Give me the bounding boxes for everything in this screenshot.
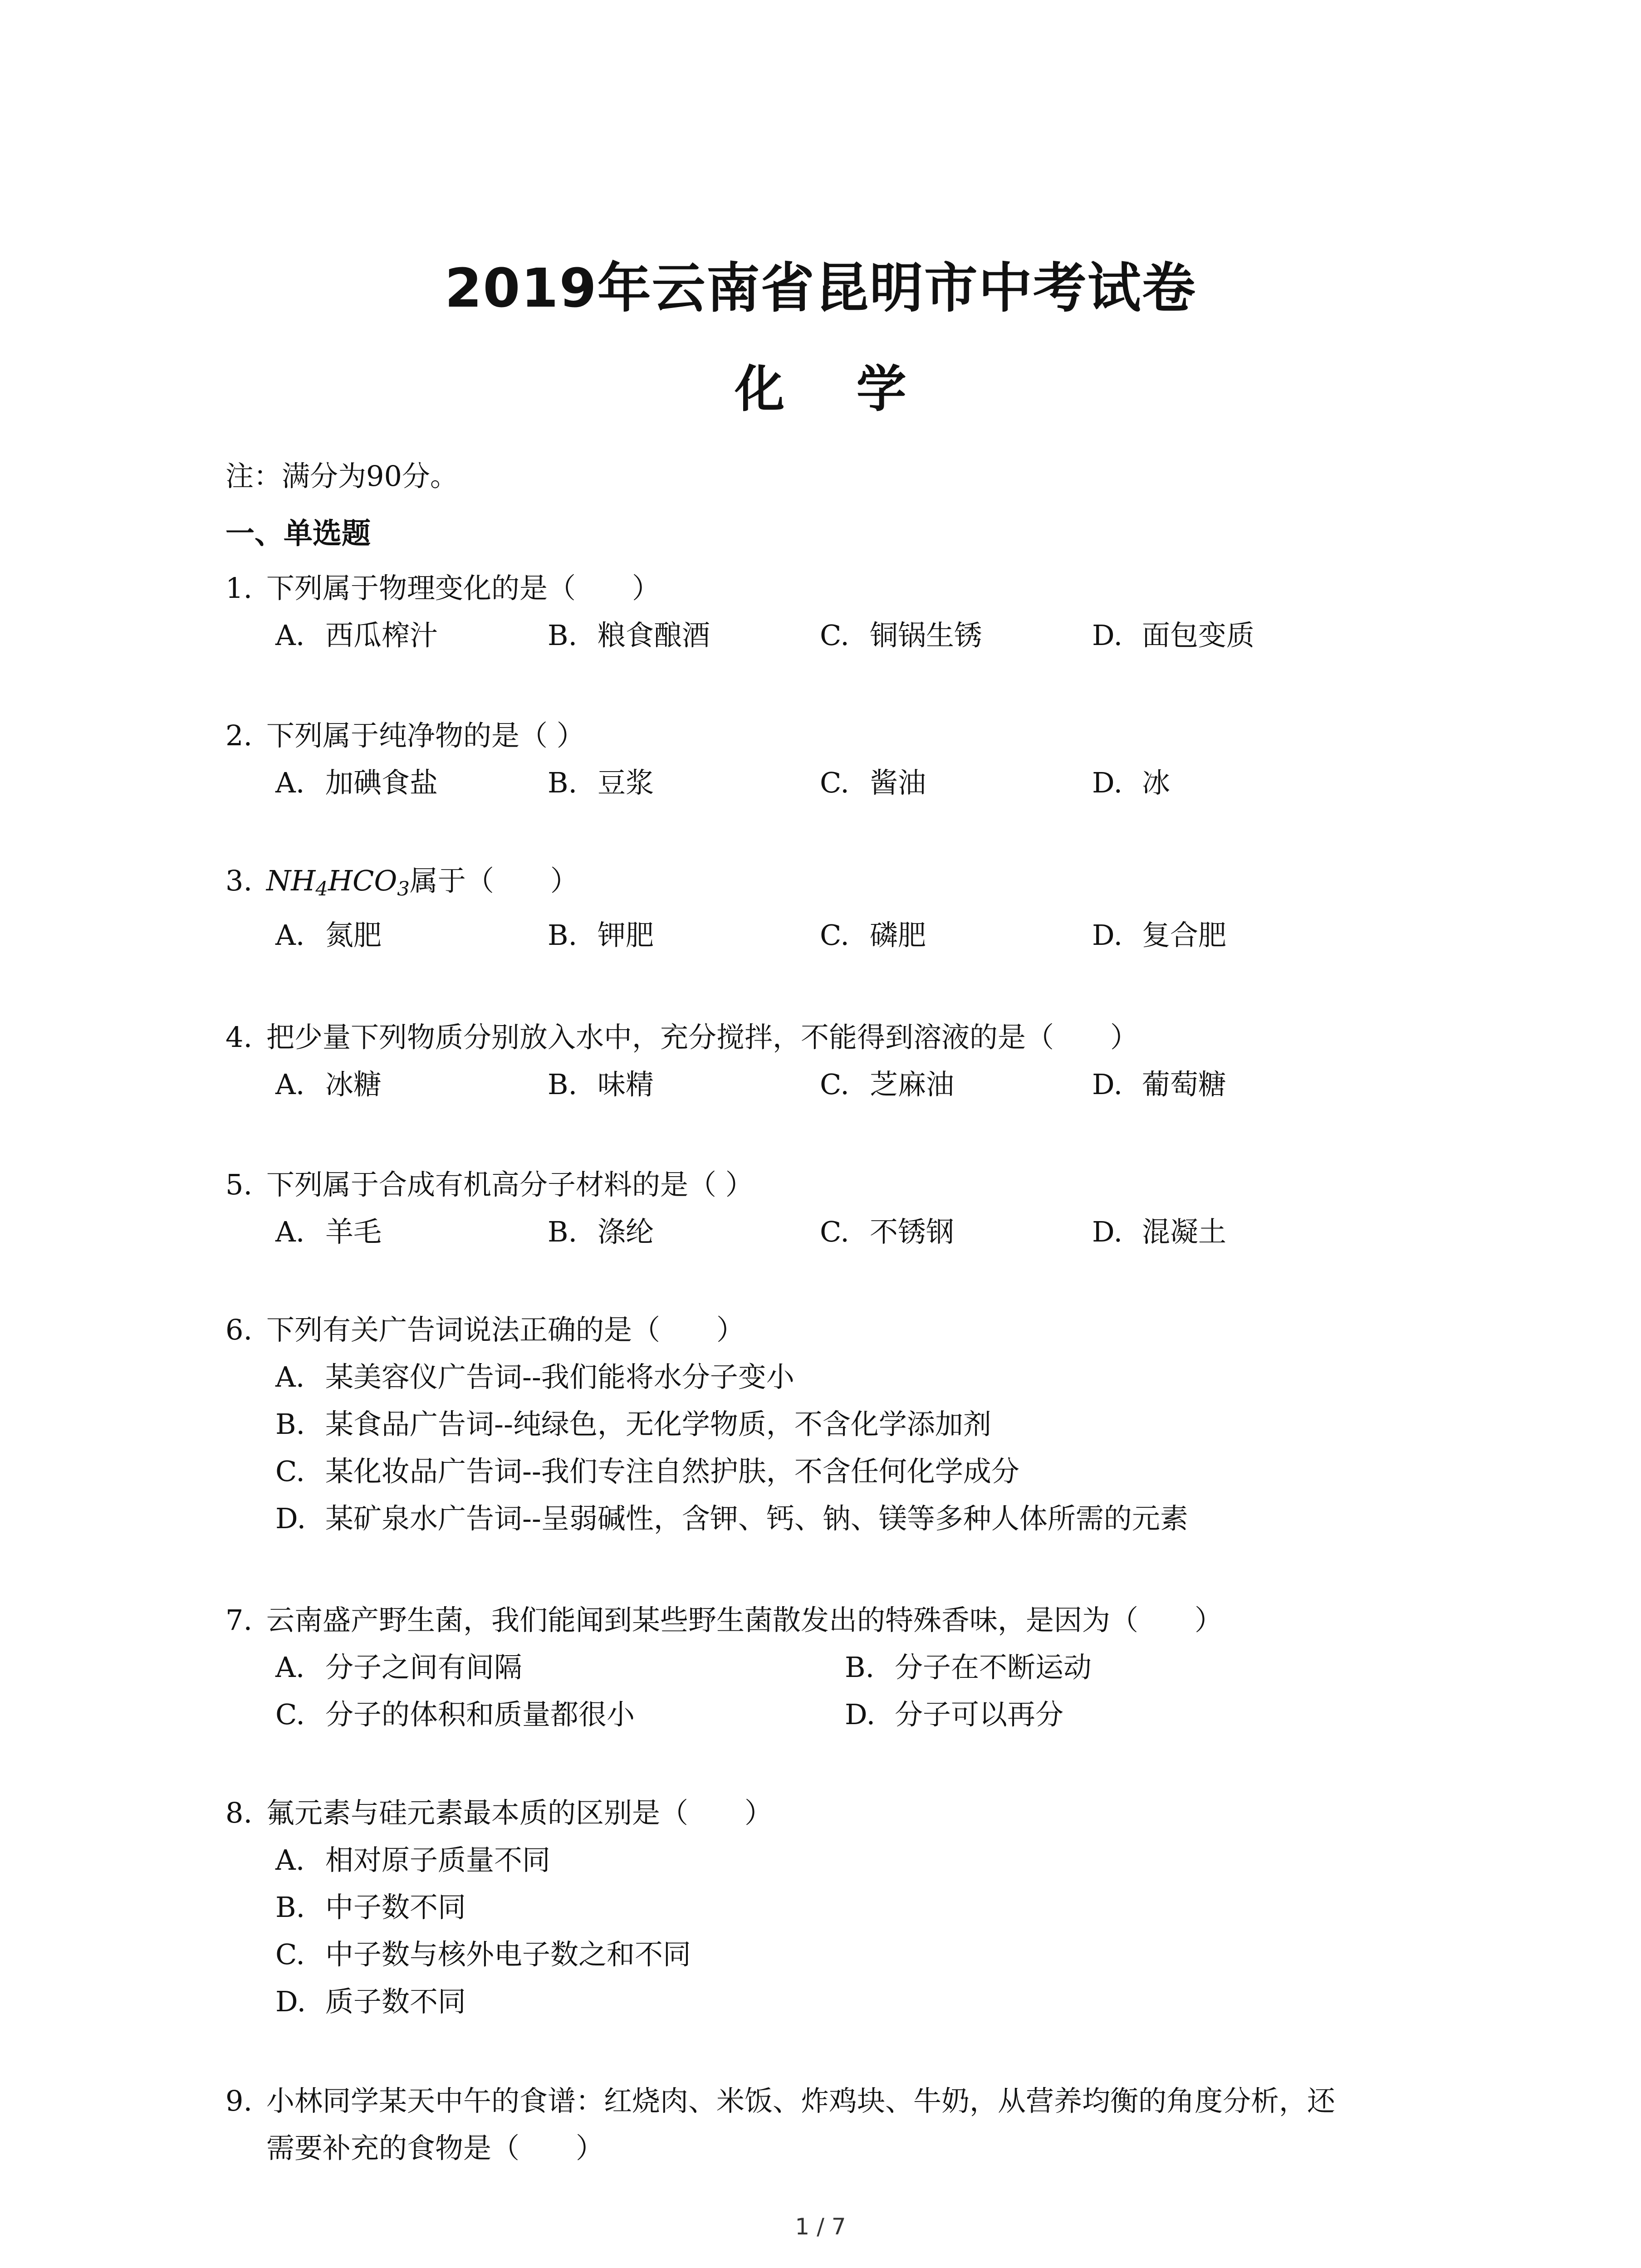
option-label: D. [1092,919,1123,952]
question-8 [225,1789,1450,2018]
option-a[interactable] [275,912,382,959]
section-heading: 一、单选题 [225,517,371,551]
question-text: 属于（ ） [409,864,578,897]
question-stem [225,1306,1450,1354]
option-label: D. [1092,1068,1123,1101]
option-text: 味精 [598,1068,654,1101]
option-text: 某化妆品广告词--我们专注自然护肤，不含任何化学成分 [325,1455,1019,1488]
option-b[interactable] [275,1401,991,1448]
option-text: 涤纶 [598,1215,654,1248]
question-stem [225,1789,1450,1837]
option-label: A. [275,1843,305,1877]
option-text: 中子数与核外电子数之和不同 [325,1938,691,1971]
option-c[interactable] [820,759,926,807]
option-text: 冰 [1142,766,1171,799]
question-number: 8. [225,1796,253,1829]
question-stem [225,2077,1450,2125]
option-text: 钾肥 [598,919,654,952]
option-label: B. [275,1891,305,1924]
option-label: B. [548,1068,578,1101]
option-d[interactable] [275,1495,1188,1542]
question-1 [225,565,1450,652]
option-label: A. [275,1651,305,1684]
option-label: D. [275,1502,306,1535]
option-label: A. [275,1068,305,1101]
question-number: 2. [225,719,253,752]
question-number: 5. [225,1168,253,1201]
option-text: 面包变质 [1142,619,1255,652]
option-label: C. [275,1455,305,1488]
question-text: 下列属于纯净物的是（ ） [266,719,585,752]
option-text: 分子的体积和质量都很小 [325,1698,635,1731]
option-label: C. [275,1938,305,1971]
option-label: D. [1092,766,1123,799]
option-a[interactable] [275,1837,550,1884]
option-c[interactable] [820,1208,954,1256]
option-label: C. [820,619,849,652]
option-b[interactable] [548,612,710,659]
option-b[interactable] [548,1061,654,1108]
option-b[interactable] [548,1208,654,1256]
option-label: A. [275,1360,305,1393]
option-text: 分子可以再分 [895,1698,1064,1731]
question-stem-continued: 需要补充的食物是（ ） [266,2131,604,2165]
option-a[interactable] [275,1644,522,1691]
option-text: 加碘食盐 [325,766,438,799]
option-c[interactable] [275,1931,691,1978]
option-label: C. [820,919,849,952]
question-text: 下列有关广告词说法正确的是（ ） [266,1313,745,1346]
question-number: 7. [225,1603,253,1637]
option-a[interactable] [275,759,438,807]
option-text: 粮食酿酒 [598,619,710,652]
option-label: A. [275,919,305,952]
option-d[interactable] [275,1978,466,2025]
option-b[interactable] [845,1644,1092,1691]
option-text: 酱油 [870,766,926,799]
question-stem [225,857,1450,913]
option-d[interactable] [1092,759,1170,807]
option-label: C. [275,1698,305,1731]
option-b[interactable] [275,1884,466,1931]
question-stem [225,1014,1450,1061]
option-d[interactable] [845,1691,1063,1738]
option-label: B. [845,1651,875,1684]
option-text: 羊毛 [325,1215,382,1248]
question-stem [225,712,1450,759]
option-text: 混凝土 [1142,1215,1227,1248]
option-label: B. [548,619,578,652]
question-2 [225,712,1450,799]
question-number: 1. [225,572,253,605]
option-label: B. [548,1215,578,1248]
option-d[interactable] [1092,612,1254,659]
option-d[interactable] [1092,1208,1226,1256]
option-c[interactable] [820,912,926,959]
score-note: 注：满分为90分。 [225,459,458,493]
option-text: 相对原子质量不同 [325,1843,551,1877]
question-number: 4. [225,1021,253,1054]
option-b[interactable] [548,912,654,959]
subject-title: 化 学 [735,360,934,418]
question-text: 小林同学某天中午的食谱：红烧肉、米饭、炸鸡块、牛奶，从营养均衡的角度分析，还 [266,2084,1336,2117]
question-text: 氟元素与硅元素最本质的区别是（ ） [266,1796,773,1829]
option-text: 分子在不断运动 [895,1651,1092,1684]
question-text: 下列属于物理变化的是（ ） [266,572,661,605]
question-3 [225,857,1450,952]
option-label: D. [275,1985,306,2018]
option-a[interactable] [275,1061,382,1108]
option-label: D. [845,1698,876,1731]
option-text: 复合肥 [1142,919,1227,952]
question-9 [225,2077,1450,2172]
option-label: A. [275,619,305,652]
option-text: 不锈钢 [870,1215,955,1248]
page-number: 1 / 7 [795,2214,846,2240]
question-4 [225,1014,1450,1101]
option-text: 某美容仪广告词--我们能将水分子变小 [325,1360,794,1393]
question-6 [225,1306,1450,1535]
question-stem [225,565,1450,612]
option-a[interactable] [275,1208,382,1256]
question-stem [225,1597,1450,1644]
option-text: 质子数不同 [325,1985,466,2018]
option-a[interactable] [275,1354,794,1401]
option-text: 氮肥 [325,919,382,952]
option-label: A. [275,1215,305,1248]
option-label: D. [1092,1215,1123,1248]
option-label: B. [548,766,578,799]
question-5 [225,1161,1450,1248]
question-text: 云南盛产野生菌，我们能闻到某些野生菌散发出的特殊香味，是因为（ ） [266,1603,1223,1637]
option-text: 中子数不同 [325,1891,466,1924]
exam-title: 2019年云南省昆明市中考试卷 [445,257,1196,319]
question-7 [225,1597,1450,1731]
option-text: 芝麻油 [870,1068,955,1101]
option-label: B. [275,1408,305,1441]
option-label: C. [820,1068,849,1101]
question-number: 9. [225,2084,253,2117]
option-text: 豆浆 [598,766,654,799]
option-text: 磷肥 [870,919,926,952]
question-number: 6. [225,1313,253,1346]
question-number: 3. [225,864,253,897]
option-a[interactable] [275,612,438,659]
question-text: 下列属于合成有机高分子材料的是（ ） [266,1168,754,1201]
option-text: 某食品广告词--纯绿色，无化学物质，不含化学添加剂 [325,1408,991,1441]
option-label: C. [820,766,849,799]
option-c[interactable] [820,612,982,659]
option-b[interactable] [548,759,654,807]
option-label: A. [275,766,305,799]
option-text: 分子之间有间隔 [325,1651,523,1684]
option-c[interactable] [275,1691,635,1738]
option-label: B. [548,919,578,952]
option-text: 某矿泉水广告词--呈弱碱性，含钾、钙、钠、镁等多种人体所需的元素 [325,1502,1188,1535]
option-label: C. [820,1215,849,1248]
option-c[interactable] [275,1448,1019,1495]
question-stem [225,1161,1450,1208]
option-text: 铜锅生锈 [870,619,983,652]
option-text: 冰糖 [325,1068,382,1101]
option-d[interactable] [1092,912,1226,959]
option-label: D. [1092,619,1123,652]
question-text: 把少量下列物质分别放入水中，充分搅拌，不能得到溶液的是（ ） [266,1021,1139,1054]
option-d[interactable] [1092,1061,1226,1108]
option-c[interactable] [820,1061,954,1108]
chemical-formula: $NH_4HCO_3$ [266,864,410,900]
option-text: 葡萄糖 [1142,1068,1227,1101]
option-text: 西瓜榨汁 [325,619,438,652]
